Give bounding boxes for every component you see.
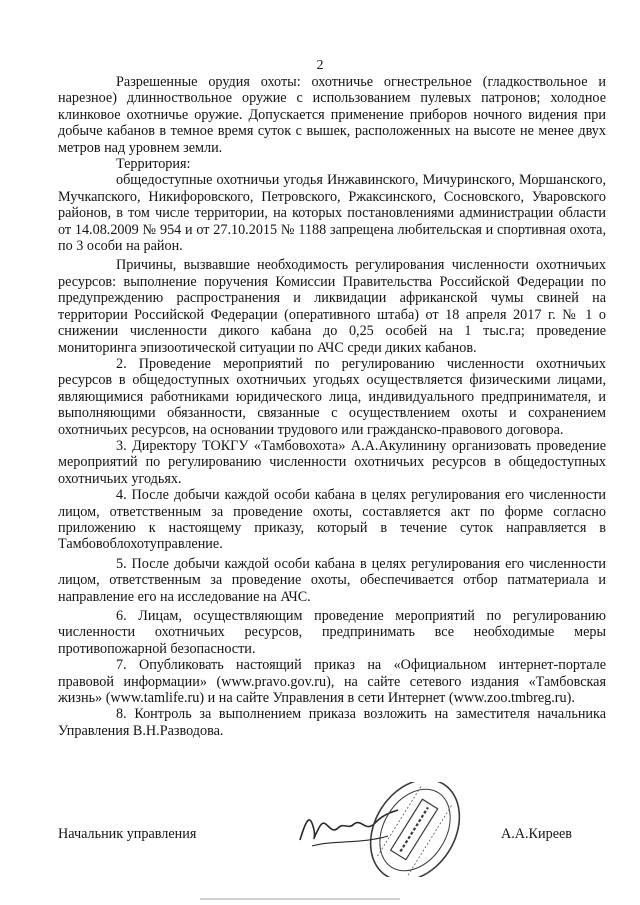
official-seal-stamp bbox=[355, 782, 475, 877]
paragraph-reasons: Причины, вызвавшие необходимость регулирования численности охотничьих ресурсов: выполнение поручения Комиссии Правительства Российской Федерации по предупреждению распространения и ликвидации африканской чумы свиней на территории Российской Федерации (оперативного штаба) от 18 апреля 2017 г. № 1 о снижении численности дикого кабана до 0,25 особей на 1 тыс.га; проведение мониторинга эпизоотической ситуации по АЧС среди диких кабанов. bbox=[58, 257, 606, 356]
page-number: 2 bbox=[316, 58, 324, 73]
paragraph-item-7: 7. Опубликовать настоящий приказ на «Официальном интернет-портале правовой информации» (www.pravo.gov.ru), на сайте сетевого издания «Тамбовская жизнь» (www.tamlife.ru) и на сайте Управления в сети Интернет (www.zoo.tmbreg.ru). bbox=[58, 657, 606, 707]
paragraph-weapons: Разрешенные орудия охоты: охотничье огнестрельное (гладкоствольное и нарезное) длинноствольное оружие с использованием пулевых патронов; холодное клинковое охотничье оружие. Допускается применение приборов ночного видения при добыче кабанов в темное время суток с вышек, расположенных на высоте не менее двух метров над уровнем земли. bbox=[58, 74, 606, 156]
signer-role: Начальник управления bbox=[58, 826, 197, 842]
paragraph-item-2: 2. Проведение мероприятий по регулированию численности охотничьих ресурсов в общедоступных охотничьих угодьях осуществляется физическими лицами, являющимися работниками юридического лица, индивидуального предпринимателя, и выполняющими обязанности, связанные с осуществлением охоты и сохранением охотничьих ресурсов, на основании трудового или гражданско-правового договора. bbox=[58, 355, 606, 438]
scan-artifact-line bbox=[200, 898, 400, 900]
paragraph-item-5: 5. После добычи каждой особи кабана в целях регулирования его численности лицом, ответственным за проведение охоты, обеспечивается отбор патматериала и направление его на исследование на АЧС. bbox=[58, 555, 606, 605]
paragraph-territory-heading: Территория: bbox=[116, 156, 191, 173]
paragraph-item-4: 4. После добычи каждой особи кабана в целях регулирования его численности лицом, ответственным за проведение охоты, составляется акт по форме согласно приложению к настоящему приказу, который в течение суток направляется в Тамбовоблохотуправление. bbox=[58, 487, 606, 553]
paragraph-item-6: 6. Лицам, осуществляющим проведение мероприятий по регулированию численности охотничьих ресурсов, предпринимать все необходимые меры противопожарной безопасности. bbox=[58, 608, 606, 657]
paragraph-item-3: 3. Директору ТОКГУ «Тамбовохота» А.А.Акулинину организовать проведение мероприятий по регулированию численности охотничьих ресурсов в общедоступных охотничьих угодьях. bbox=[58, 437, 606, 487]
paragraph-territory: общедоступные охотничьи угодья Инжавинского, Мичуринского, Моршанского, Мучкапского, Никифоровского, Петровского, Ржаксинского, Сосновского, Уваровского районов, в том числе территории, на которых постановлениями администрации области от 14.08.2009 № 954 и от 27.10.2015 № 1188 запрещена любительская и спортивная охота, по 3 особи на район. bbox=[58, 172, 606, 255]
paragraph-item-8: 8. Контроль за выполнением приказа возложить на заместителя начальника Управления В.Н.Разводова. bbox=[58, 706, 606, 739]
document-body bbox=[58, 74, 606, 739]
signer-name: А.А.Киреев bbox=[500, 826, 572, 842]
